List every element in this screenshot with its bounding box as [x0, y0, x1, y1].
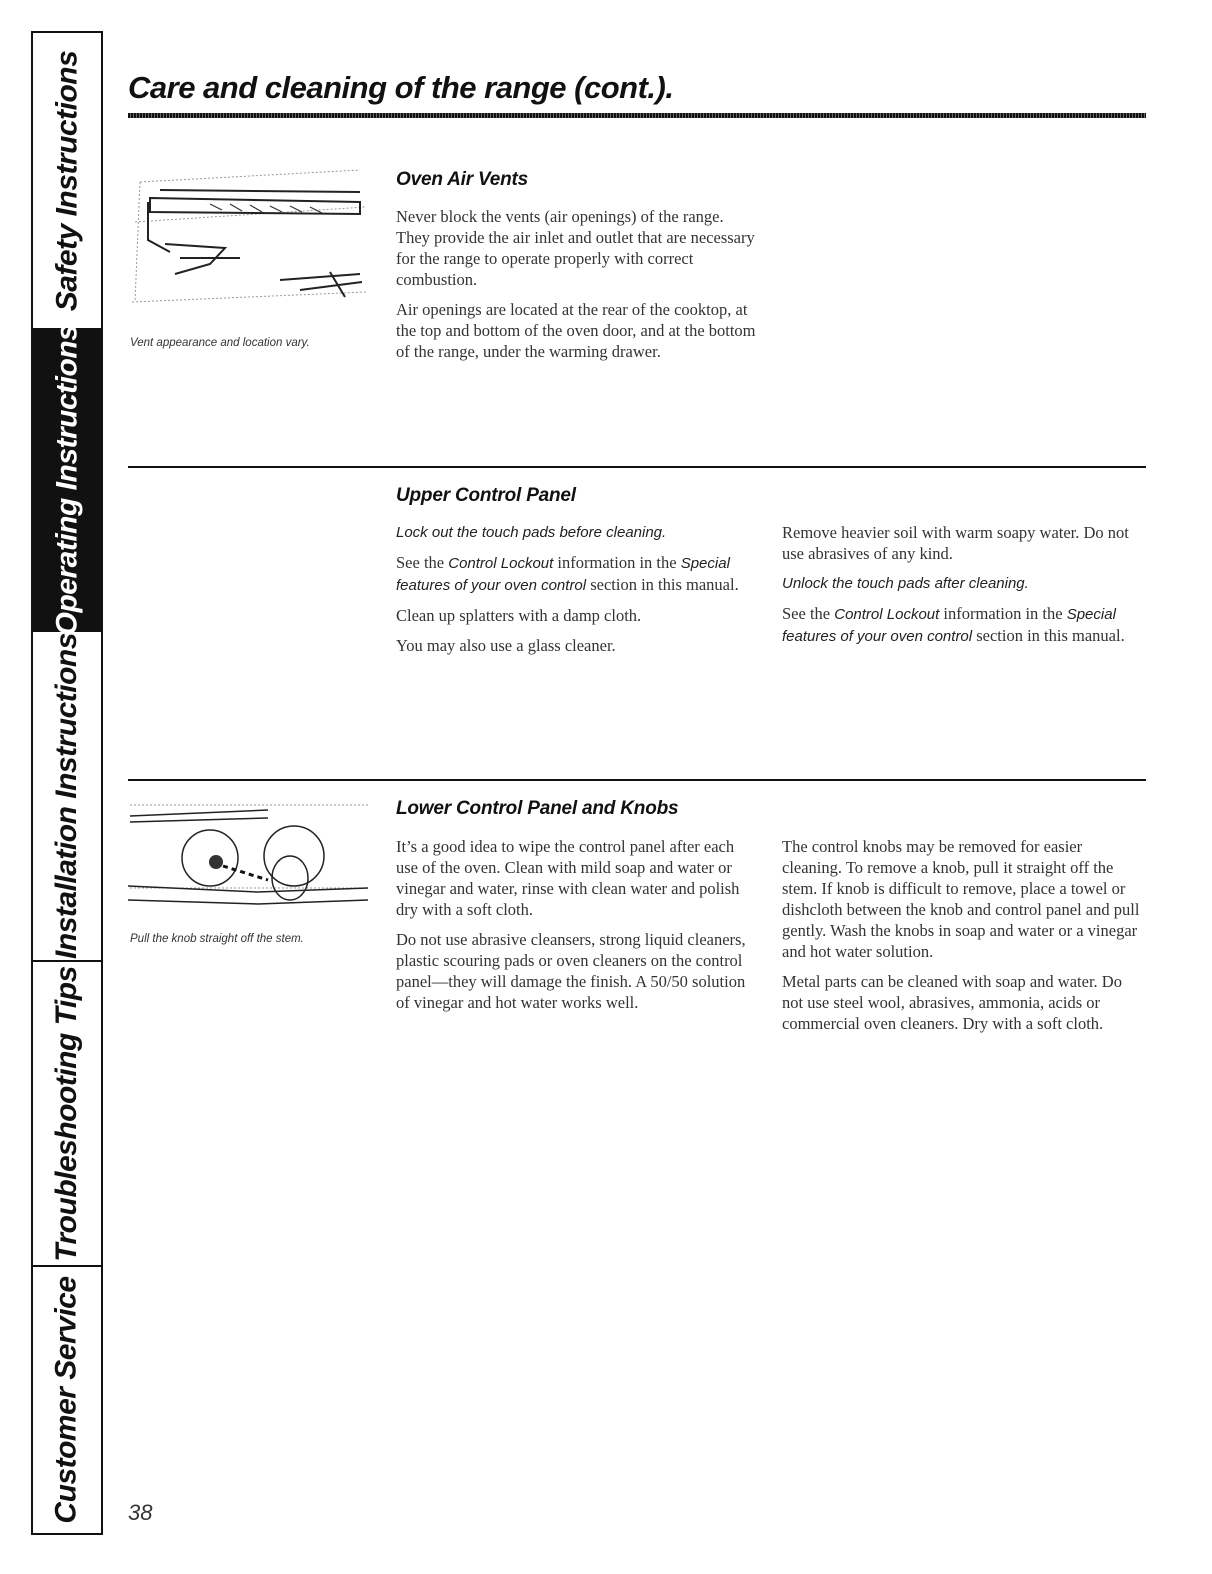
page-title: Care and cleaning of the range (cont.).: [128, 70, 674, 105]
oven-air-vents-heading: Oven Air Vents: [396, 169, 528, 190]
upper-paragraph: Remove heavier soil with warm soapy water. Do not use abrasives of any kind.: [782, 523, 1129, 563]
tab-label: Customer Service: [50, 1276, 83, 1524]
tab-installation-instructions[interactable]: [33, 632, 101, 962]
text: information in the: [553, 553, 681, 572]
vent-caption: Vent appearance and location vary.: [130, 337, 310, 349]
control-lockout-reference: Control Lockout: [448, 555, 554, 572]
section-divider: [128, 779, 1146, 781]
text: section in this manual.: [586, 575, 739, 594]
lower-control-panel-heading: Lower Control Panel and Knobs: [396, 798, 679, 819]
section-divider: [128, 466, 1146, 468]
see-control-lockout: [396, 552, 756, 596]
text: See the: [396, 553, 449, 572]
tab-operating-instructions[interactable]: [33, 324, 101, 636]
lower-paragraph: Metal parts can be cleaned with soap and water. Do not use steel wool, abrasives, ammonia, acids or commercial oven cleaners. Dry with a soft cloth.: [782, 972, 1122, 1033]
tab-label: Safety Instructions: [50, 50, 83, 311]
text: See the: [782, 604, 835, 623]
upper-left-column: [396, 522, 756, 665]
text: information in the: [939, 604, 1067, 623]
section-tabs: [31, 31, 103, 1535]
see-control-lockout: [782, 603, 1146, 647]
vents-paragraph: Air openings are located at the rear of the cooktop, at the top and bottom of the oven door, and at the bottom of the range, under the warming drawer.: [396, 300, 756, 361]
tab-safety-instructions[interactable]: [33, 33, 101, 330]
knob-removal-illustration: [128, 800, 373, 920]
upper-control-panel-heading: Upper Control Panel: [396, 485, 576, 506]
knob-caption: Pull the knob straight off the stem.: [130, 933, 304, 945]
lower-paragraph: The control knobs may be removed for easier cleaning. To remove a knob, pull it straight off the stem. If knob is difficult to remove, place a towel or dishcloth between the knob and control panel and pull gently. Wash the knobs in soap and water or a vinegar and hot water solution.: [782, 837, 1140, 961]
lower-paragraph: Do not use abrasive cleansers, strong liquid cleaners, plastic scouring pads or oven cleaners on the control panel—they will damage the finish. A 50/50 solution of vinegar and hot water works well.: [396, 930, 746, 1012]
tab-customer-service[interactable]: [33, 1267, 101, 1533]
control-lockout-reference: Control Lockout: [834, 606, 940, 623]
tab-label: Installation Instructions: [50, 633, 83, 959]
title-rule: [128, 113, 1146, 118]
vents-text: [396, 206, 756, 371]
special-features-reference: Special features of your oven control: [782, 606, 1116, 645]
upper-right-column: [782, 522, 1146, 656]
vents-paragraph: Never block the vents (air openings) of the range. They provide the air inlet and outlet that are necessary for the range to operate properly with correct combustion.: [396, 207, 755, 289]
upper-paragraph: You may also use a glass cleaner.: [396, 636, 616, 655]
page-number: 38: [128, 1500, 153, 1525]
upper-paragraph: Clean up splatters with a damp cloth.: [396, 606, 642, 625]
special-features-reference: Special features of your oven control: [396, 555, 730, 594]
tab-label: Troubleshooting Tips: [50, 965, 83, 1262]
text: section in this manual.: [972, 626, 1125, 645]
tab-label: Operating Instructions: [50, 324, 84, 636]
lower-right-column: [782, 836, 1146, 1043]
oven-vent-illustration: [130, 162, 370, 322]
lockout-instruction: Lock out the touch pads before cleaning.: [396, 524, 667, 541]
unlock-instruction: Unlock the touch pads after cleaning.: [782, 575, 1029, 592]
tab-troubleshooting-tips[interactable]: [33, 962, 101, 1267]
lower-paragraph: It’s a good idea to wipe the control panel after each use of the oven. Clean with mild soap and water or vinegar and water, rinse with clean water and polish dry with a soft cloth.: [396, 837, 740, 919]
lower-left-column: [396, 836, 756, 1022]
